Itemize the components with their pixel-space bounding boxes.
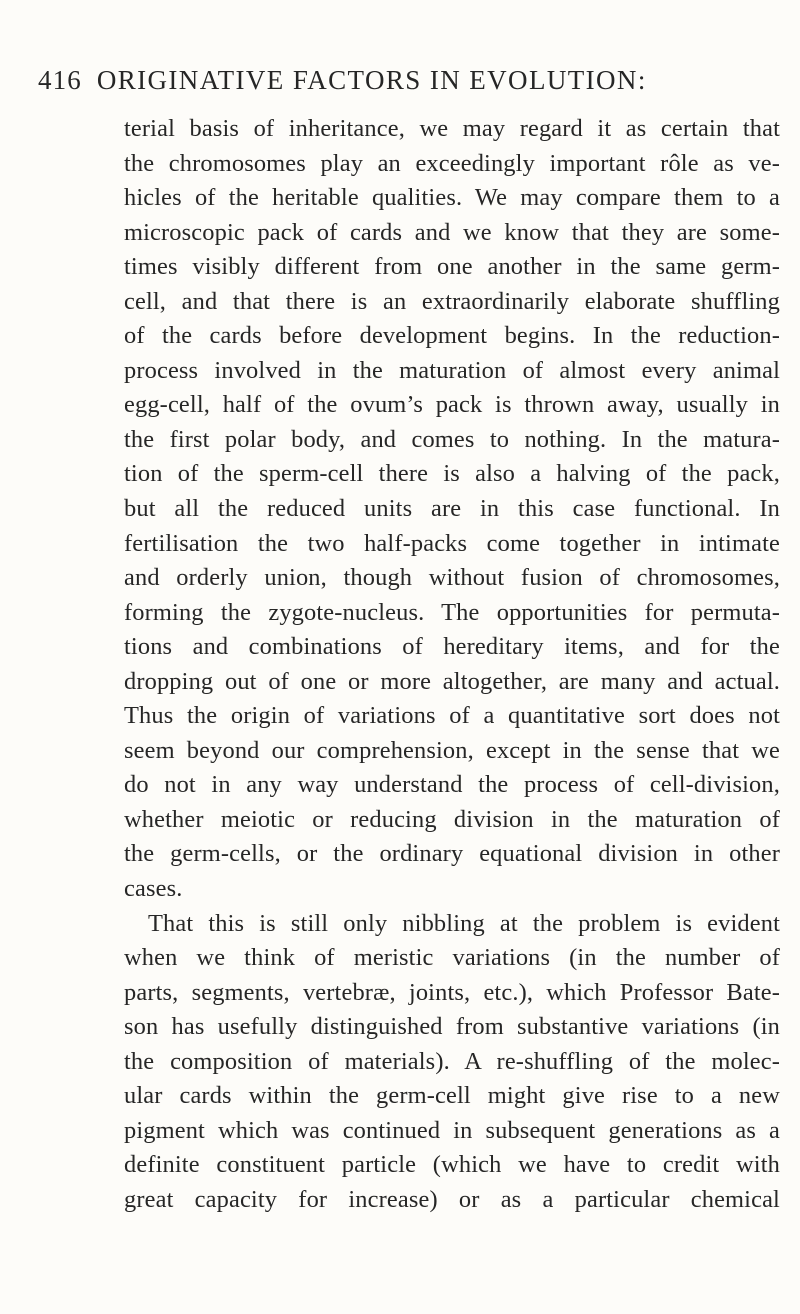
text-line: forming the zygote-nucleus. The opportunities for permuta- [124,598,780,626]
text-line: the chromosomes play an exceedingly important rôle as ve- [124,149,780,177]
text-line: times visibly different from one another in the same germ- [124,253,780,281]
text-line: of the cards before development begins. In the reduction- [124,322,780,350]
text-line: parts, segments, vertebræ, joints, etc.), which Professor Bate- [124,978,780,1006]
text-line: terial basis of inheritance, we may regard it as certain that [124,115,780,142]
text-line: process involved in the maturation of almost every animal [124,356,780,384]
text-line: the germ-cells, or the ordinary equational division in other [124,840,780,868]
text-line: That this is still only nibbling at the problem is evident [148,909,780,937]
body-text [124,112,780,1218]
text-line: whether meiotic or reducing division in the maturation of [124,805,780,833]
text-line: the first polar body, and comes to nothing. In the matura- [124,425,780,453]
text-line: pigment which was continued in subsequent generations as a [124,1116,780,1144]
text-line: hicles of the heritable qualities. We may compare them to a [124,184,780,212]
text-line: tions and combinations of hereditary items, and for the [124,633,780,661]
text-line: microscopic pack of cards and we know that they are some- [124,218,780,246]
page-number: 416 [38,65,82,95]
text-line: great capacity for increase) or as a particular chemical [124,1185,780,1213]
text-line: when we think of meristic variations (in the number of [124,944,780,972]
text-line: dropping out of one or more altogether, are many and actual. [124,667,780,695]
text-line: do not in any way understand the process of cell-division, [124,771,780,799]
text-line: Thus the origin of variations of a quantitative sort does not [124,702,780,730]
text-line: seem beyond our comprehension, except in the sense that we [124,736,780,764]
text-line: and orderly union, though without fusion of chromosomes, [124,564,780,592]
text-line: cell, and that there is an extraordinarily elaborate shuffling [124,287,780,315]
text-line: son has usefully distinguished from substantive variations (in [124,1013,780,1041]
text-line: ular cards within the germ-cell might give rise to a new [124,1082,780,1110]
text-line: cases. [124,875,183,903]
running-head [38,62,780,102]
text-line: the composition of materials). A re-shuffling of the molec- [124,1047,780,1075]
text-line: but all the reduced units are in this case functional. In [124,495,780,523]
text-line: egg-cell, half of the ovum’s pack is thrown away, usually in [124,391,780,419]
text-line: fertilisation the two half-packs come together in intimate [124,529,780,557]
running-head-title: ORIGINATIVE FACTORS IN EVOLUTION: [96,65,647,95]
text-line: tion of the sperm-cell there is also a halving of the pack, [124,460,780,488]
text-line: definite constituent particle (which we have to credit with [124,1151,780,1179]
